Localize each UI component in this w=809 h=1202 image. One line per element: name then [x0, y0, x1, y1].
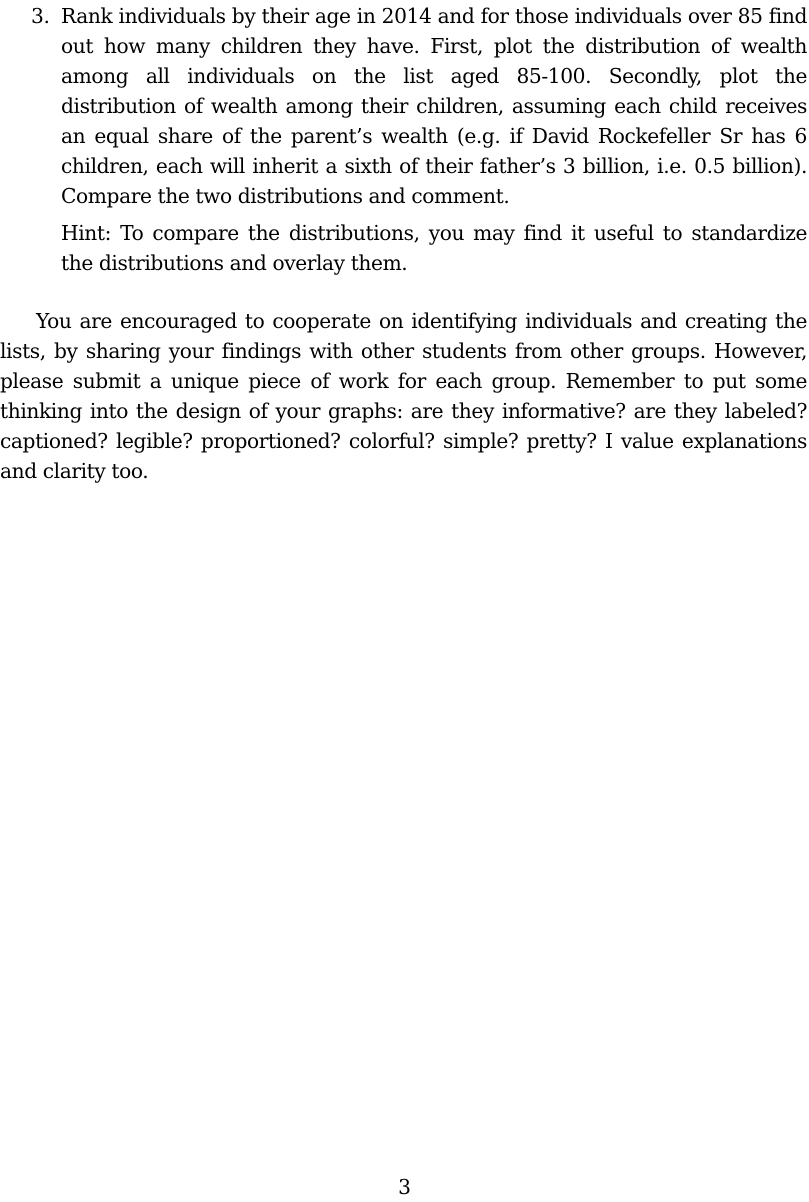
paragraph-text: You are encouraged to cooperate on identifying individuals and creating the lists, by sharing your findings with other students from other groups. However, please submit a unique piece of work for each group. Remember to put some thinking into the design of your graphs: are they informative? are they labeled? captioned? legible? proportioned? colorful? simple? pretty? I value explanations and clarity too.: [0, 309, 807, 483]
hint-text: Hint: To compare the distributions, you may find it useful to standardize the distributions and overlay them.: [61, 221, 807, 275]
hint-block: [61, 218, 807, 278]
item-number: 3.: [31, 4, 50, 28]
item-text: Rank individuals by their age in 2014 and for those individuals over 85 find out how many children they have. First, plot the distribution of wealth among all individuals on the list aged 85-100. Secondly, plot the distribution of wealth among their children, assuming each child receives an equal share of the parent’s wealth (e.g. if David Rockefeller Sr has 6 children, each will inherit a sixth of their father’s 3 billion, i.e. 0.5 billion). Compare the two distributions and comment.: [61, 4, 807, 208]
item-body: [61, 1, 807, 211]
page-number: 3: [398, 1175, 411, 1199]
body-paragraph: [0, 306, 807, 486]
